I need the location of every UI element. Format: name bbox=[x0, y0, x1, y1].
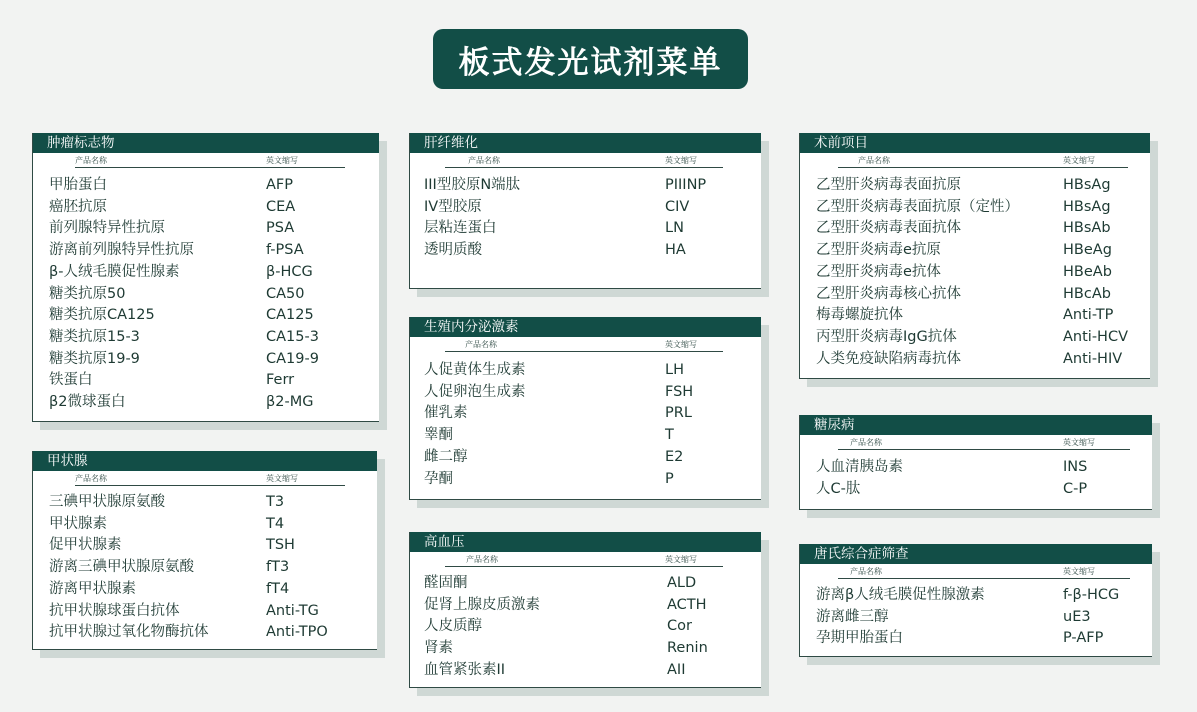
product-name: 肾素 bbox=[424, 640, 453, 657]
product-name: 癌胚抗原 bbox=[49, 198, 107, 215]
product-abbr: β-HCG bbox=[266, 263, 313, 280]
column-header-name: 产品名称 bbox=[468, 156, 500, 165]
product-abbr: Anti-HCV bbox=[1063, 328, 1129, 345]
product-abbr: ACTH bbox=[667, 596, 707, 613]
card-body bbox=[799, 133, 1150, 379]
product-name: 游离β人绒毛膜促性腺激素 bbox=[816, 587, 985, 603]
product-abbr: CA125 bbox=[266, 307, 314, 324]
product-name: 梅毒螺旋抗体 bbox=[816, 307, 903, 324]
list-item bbox=[33, 491, 377, 513]
product-name: 游离三碘甲状腺原氨酸 bbox=[49, 559, 194, 576]
list-item bbox=[800, 326, 1150, 348]
product-name: 人血清胰岛素 bbox=[816, 459, 903, 475]
product-abbr: Cor bbox=[667, 618, 692, 635]
list-item bbox=[800, 217, 1150, 239]
column-header-name: 产品名称 bbox=[465, 340, 497, 349]
product-name: IV型胶原 bbox=[424, 198, 482, 215]
list-item bbox=[33, 556, 377, 578]
product-name: 乙型肝炎病毒e抗原 bbox=[816, 242, 941, 259]
product-name: 促肾上腺皮质激素 bbox=[424, 596, 540, 613]
list-item bbox=[410, 446, 761, 468]
column-header-abbr: 英文缩写 bbox=[266, 156, 298, 165]
column-header-name: 产品名称 bbox=[850, 438, 882, 447]
list-item bbox=[410, 217, 761, 239]
product-abbr: Renin bbox=[667, 640, 708, 657]
list-item bbox=[33, 369, 379, 391]
list-item bbox=[800, 348, 1150, 370]
product-name: 乙型肝炎病毒表面抗原（定性） bbox=[816, 198, 1019, 215]
list-item bbox=[800, 196, 1150, 218]
product-name: 乙型肝炎病毒表面抗体 bbox=[816, 220, 961, 237]
column-header-abbr: 英文缩写 bbox=[665, 340, 697, 349]
product-abbr: E2 bbox=[665, 448, 684, 465]
column-header-row bbox=[445, 155, 723, 168]
product-abbr: FSH bbox=[665, 383, 694, 400]
product-abbr: CEA bbox=[266, 198, 296, 215]
list-item bbox=[410, 594, 761, 616]
product-name: 糖类抗原19-9 bbox=[49, 350, 140, 367]
product-name: 孕酮 bbox=[424, 470, 453, 487]
product-abbr: ALD bbox=[667, 575, 697, 591]
product-name: 雌二醇 bbox=[424, 448, 468, 465]
list-item bbox=[410, 615, 761, 637]
column-header-name: 产品名称 bbox=[850, 567, 882, 576]
column-header-abbr: 英文缩写 bbox=[665, 555, 697, 564]
card-body bbox=[409, 317, 761, 500]
product-abbr: f-PSA bbox=[266, 242, 304, 259]
list-item bbox=[410, 637, 761, 659]
product-abbr: CIV bbox=[665, 198, 690, 215]
list-item bbox=[410, 424, 761, 446]
card-body bbox=[32, 133, 379, 422]
list-item bbox=[33, 348, 379, 370]
section-title: 肝纤维化 bbox=[410, 133, 761, 153]
card-down-syndrome-screening bbox=[799, 544, 1152, 657]
section-title: 唐氏综合症筛查 bbox=[800, 544, 1152, 564]
list-item bbox=[410, 174, 761, 196]
list-item bbox=[33, 261, 379, 283]
list-item bbox=[410, 468, 761, 490]
product-abbr: C-P bbox=[1063, 480, 1088, 497]
section-title: 高血压 bbox=[410, 532, 761, 552]
list-item bbox=[800, 456, 1152, 478]
list-item bbox=[410, 402, 761, 424]
column-header-row bbox=[75, 473, 345, 486]
column-header-name: 产品名称 bbox=[75, 156, 107, 165]
section-title: 肿瘤标志物 bbox=[33, 133, 379, 153]
product-abbr: INS bbox=[1063, 459, 1088, 475]
product-abbr: CA15-3 bbox=[266, 328, 319, 345]
column-header-row bbox=[445, 554, 723, 567]
list-item bbox=[410, 381, 761, 403]
list-item bbox=[33, 196, 379, 218]
product-abbr: HA bbox=[665, 242, 686, 259]
product-name: 人促卵泡生成素 bbox=[424, 383, 526, 400]
card-body bbox=[799, 415, 1152, 510]
product-name: 人促黄体生成素 bbox=[424, 362, 526, 378]
list-item bbox=[800, 584, 1152, 606]
column-header-abbr: 英文缩写 bbox=[1063, 567, 1095, 576]
product-name: 游离雌三醇 bbox=[816, 608, 889, 625]
section-title: 术前项目 bbox=[800, 133, 1150, 153]
list-item bbox=[33, 326, 379, 348]
product-name: 抗甲状腺过氧化物酶抗体 bbox=[49, 624, 209, 641]
list-item bbox=[33, 283, 379, 305]
product-abbr: HBeAb bbox=[1063, 263, 1112, 280]
list-item bbox=[800, 627, 1152, 649]
product-abbr: PIIINP bbox=[665, 177, 707, 193]
list-item bbox=[800, 239, 1150, 261]
product-abbr: LH bbox=[665, 362, 684, 378]
section-title: 糖尿病 bbox=[800, 415, 1152, 435]
product-name: 糖类抗原CA125 bbox=[49, 307, 155, 324]
card-diabetes bbox=[799, 415, 1152, 510]
list-item bbox=[33, 513, 377, 535]
product-name: 甲胎蛋白 bbox=[49, 177, 107, 193]
list-item bbox=[800, 606, 1152, 628]
product-name: 甲状腺素 bbox=[49, 515, 107, 532]
list-item bbox=[800, 174, 1150, 196]
product-name: 人皮质醇 bbox=[424, 618, 482, 635]
product-abbr: T bbox=[665, 427, 674, 444]
list-item bbox=[410, 572, 761, 594]
product-abbr: AII bbox=[667, 661, 686, 678]
product-name: 乙型肝炎病毒e抗体 bbox=[816, 263, 941, 280]
list-item bbox=[800, 304, 1150, 326]
product-abbr: HBeAg bbox=[1063, 242, 1112, 259]
card-body bbox=[32, 451, 377, 650]
product-abbr: f-β-HCG bbox=[1063, 587, 1120, 603]
column-header-row bbox=[75, 155, 345, 168]
product-name: 铁蛋白 bbox=[49, 372, 93, 389]
column-header-abbr: 英文缩写 bbox=[266, 474, 298, 483]
list-item bbox=[33, 578, 377, 600]
product-name: 血管紧张素II bbox=[424, 661, 506, 678]
list-item bbox=[33, 304, 379, 326]
card-body bbox=[799, 544, 1152, 657]
card-thyroid bbox=[32, 451, 377, 650]
column-header-name: 产品名称 bbox=[858, 156, 890, 165]
product-abbr: PRL bbox=[665, 405, 692, 422]
section-title: 甲状腺 bbox=[33, 451, 377, 471]
card-tumor-markers bbox=[32, 133, 379, 422]
product-abbr: Anti-TP bbox=[1063, 307, 1114, 324]
card-hypertension bbox=[409, 532, 761, 688]
product-abbr: LN bbox=[665, 220, 684, 237]
product-name: 前列腺特异性抗原 bbox=[49, 220, 165, 237]
column-header-abbr: 英文缩写 bbox=[1063, 156, 1095, 165]
product-name: 人类免疫缺陷病毒抗体 bbox=[816, 350, 961, 367]
product-abbr: P bbox=[665, 470, 674, 487]
column-header-row bbox=[838, 437, 1130, 450]
product-abbr: CA19-9 bbox=[266, 350, 319, 367]
column-header-row bbox=[838, 566, 1130, 579]
list-item bbox=[800, 261, 1150, 283]
product-abbr: P-AFP bbox=[1063, 630, 1104, 647]
column-header-abbr: 英文缩写 bbox=[1063, 438, 1095, 447]
list-item bbox=[33, 600, 377, 622]
product-name: 游离甲状腺素 bbox=[49, 580, 136, 597]
column-header-row bbox=[838, 155, 1128, 168]
product-name: 催乳素 bbox=[424, 405, 468, 422]
card-body bbox=[409, 532, 761, 688]
product-abbr: Anti-HIV bbox=[1063, 350, 1123, 367]
product-abbr: T4 bbox=[266, 515, 285, 532]
list-item bbox=[33, 239, 379, 261]
product-name: 孕期甲胎蛋白 bbox=[816, 630, 903, 647]
product-abbr: HBsAg bbox=[1063, 198, 1111, 215]
product-name: III型胶原N端肽 bbox=[424, 177, 521, 193]
product-abbr: HBcAb bbox=[1063, 285, 1111, 302]
card-reproductive-hormones bbox=[409, 317, 761, 500]
card-liver-fibrosis bbox=[409, 133, 761, 289]
product-abbr: β2-MG bbox=[266, 394, 314, 410]
product-name: 人C-肽 bbox=[816, 480, 861, 497]
product-abbr: HBsAg bbox=[1063, 177, 1111, 193]
product-abbr: CA50 bbox=[266, 285, 305, 302]
list-item bbox=[33, 621, 377, 643]
product-name: β2微球蛋白 bbox=[49, 394, 126, 410]
list-item bbox=[410, 196, 761, 218]
product-abbr: HBsAb bbox=[1063, 220, 1111, 237]
product-name: 促甲状腺素 bbox=[49, 537, 122, 554]
product-abbr: AFP bbox=[266, 177, 294, 193]
list-item bbox=[800, 478, 1152, 500]
section-title: 生殖内分泌激素 bbox=[410, 317, 761, 337]
product-name: 三碘甲状腺原氨酸 bbox=[49, 494, 165, 510]
column-header-name: 产品名称 bbox=[75, 474, 107, 483]
product-name: 透明质酸 bbox=[424, 242, 482, 259]
list-item bbox=[410, 359, 761, 381]
card-preoperative bbox=[799, 133, 1150, 379]
column-header-name: 产品名称 bbox=[466, 555, 498, 564]
product-name: 丙型肝炎病毒IgG抗体 bbox=[816, 328, 957, 345]
product-name: 层粘连蛋白 bbox=[424, 220, 497, 237]
card-body bbox=[409, 133, 761, 289]
list-item bbox=[33, 534, 377, 556]
list-item bbox=[800, 283, 1150, 305]
product-abbr: fT3 bbox=[266, 559, 290, 576]
product-name: 糖类抗原50 bbox=[49, 285, 126, 302]
product-name: 游离前列腺特异性抗原 bbox=[49, 242, 194, 259]
list-item bbox=[33, 174, 379, 196]
product-abbr: Ferr bbox=[266, 372, 295, 389]
list-item bbox=[410, 239, 761, 261]
product-abbr: T3 bbox=[266, 494, 285, 510]
list-item bbox=[33, 217, 379, 239]
product-name: 抗甲状腺球蛋白抗体 bbox=[49, 602, 180, 619]
product-name: β-人绒毛膜促性腺素 bbox=[49, 263, 180, 280]
product-name: 醛固酮 bbox=[424, 575, 468, 591]
product-abbr: uE3 bbox=[1063, 608, 1091, 625]
column-header-row bbox=[445, 339, 723, 352]
product-name: 睾酮 bbox=[424, 427, 453, 444]
product-abbr: PSA bbox=[266, 220, 295, 237]
list-item bbox=[410, 659, 761, 681]
product-name: 糖类抗原15-3 bbox=[49, 328, 140, 345]
list-item bbox=[33, 391, 379, 413]
product-name: 乙型肝炎病毒核心抗体 bbox=[816, 285, 961, 302]
product-abbr: Anti-TG bbox=[266, 602, 319, 619]
page-title: 板式发光试剂菜单 bbox=[433, 29, 748, 89]
product-abbr: TSH bbox=[266, 537, 295, 554]
column-header-abbr: 英文缩写 bbox=[665, 156, 697, 165]
product-name: 乙型肝炎病毒表面抗原 bbox=[816, 177, 961, 193]
product-abbr: Anti-TPO bbox=[266, 624, 328, 641]
product-abbr: fT4 bbox=[266, 580, 290, 597]
